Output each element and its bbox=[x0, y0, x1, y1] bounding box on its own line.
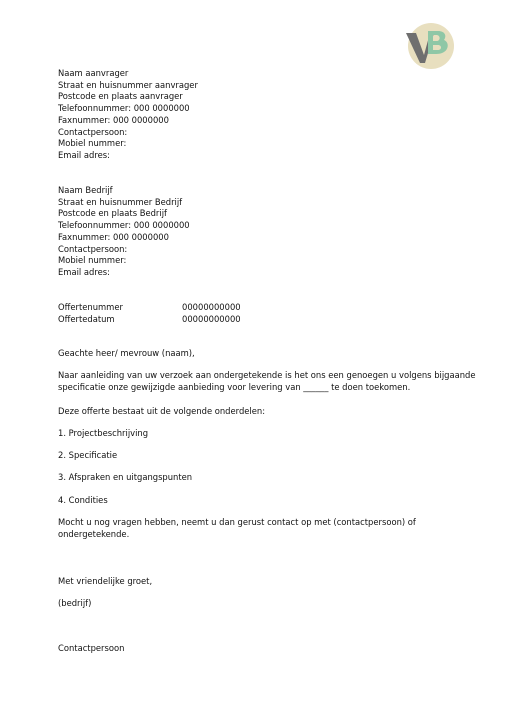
letter-signature-company: (bedrijf) bbox=[58, 598, 92, 608]
company-phone: Telefoonnummer: 000 0000000 bbox=[58, 220, 190, 231]
letter-questions-line: ondergetekende. bbox=[58, 528, 130, 539]
applicant-mobile: Mobiel nummer: bbox=[58, 138, 127, 149]
offer-number-row bbox=[58, 302, 241, 314]
letter-list-item: 2. Specificatie bbox=[58, 450, 118, 460]
company-name: Naam Bedrijf bbox=[58, 185, 113, 195]
offer-date-value: 00000000000 bbox=[182, 313, 241, 324]
letter-list-item: 3. Afspraken en uitgangspunten bbox=[58, 472, 193, 482]
applicant-postal: Postcode en plaats aanvrager bbox=[58, 91, 183, 102]
offer-number-value: 00000000000 bbox=[182, 302, 241, 312]
logo-b-mark bbox=[428, 31, 448, 54]
letter-parts-heading: Deze offerte bestaat uit de volgende onderdelen: bbox=[58, 406, 266, 416]
letter-list-item: 4. Condities bbox=[58, 495, 108, 505]
offer-date-row bbox=[58, 314, 241, 326]
company-fax: Faxnummer: 000 0000000 bbox=[58, 231, 169, 242]
letter-list-item: 1. Projectbeschrijving bbox=[58, 428, 149, 438]
company-email: Email adres: bbox=[58, 266, 110, 277]
company-contact: Contactpersoon: bbox=[58, 243, 128, 254]
letter-intro-line: Naar aanleiding van uw verzoek aan ondergetekende is het ons een genoegen u volgens bijgaande bbox=[58, 370, 476, 380]
letter-questions-line: Mocht u nog vragen hebben, neemt u dan gerust contact op met (contactpersoon) of bbox=[58, 517, 416, 527]
company-address-block bbox=[58, 185, 190, 279]
applicant-name: Naam aanvrager bbox=[58, 68, 129, 78]
company-mobile: Mobiel nummer: bbox=[58, 255, 127, 266]
applicant-email: Email adres: bbox=[58, 149, 110, 160]
letter-signature-contact: Contactpersoon bbox=[58, 643, 125, 653]
applicant-fax: Faxnummer: 000 0000000 bbox=[58, 114, 169, 125]
applicant-contact: Contactpersoon: bbox=[58, 126, 128, 137]
company-postal: Postcode en plaats Bedrijf bbox=[58, 208, 167, 219]
offer-number-label: Offertenummer bbox=[58, 302, 123, 312]
applicant-address-block bbox=[58, 68, 198, 162]
applicant-street: Straat en huisnummer aanvrager bbox=[58, 79, 198, 90]
applicant-phone: Telefoonnummer: 000 0000000 bbox=[58, 103, 190, 114]
letter-closing: Met vriendelijke groet, bbox=[58, 576, 153, 586]
letter-questions-paragraph bbox=[58, 517, 458, 540]
letter-intro-line: specificatie onze gewijzigde aanbieding voor levering van ______ te doen toekomen. bbox=[58, 381, 411, 392]
letter-salutation: Geachte heer/ mevrouw (naam), bbox=[58, 348, 195, 358]
letter-intro-paragraph bbox=[58, 370, 476, 393]
company-street: Straat en huisnummer Bedrijf bbox=[58, 196, 183, 207]
offer-details bbox=[58, 302, 241, 325]
offer-date-label: Offertedatum bbox=[58, 313, 115, 324]
vb-logo bbox=[404, 21, 456, 71]
